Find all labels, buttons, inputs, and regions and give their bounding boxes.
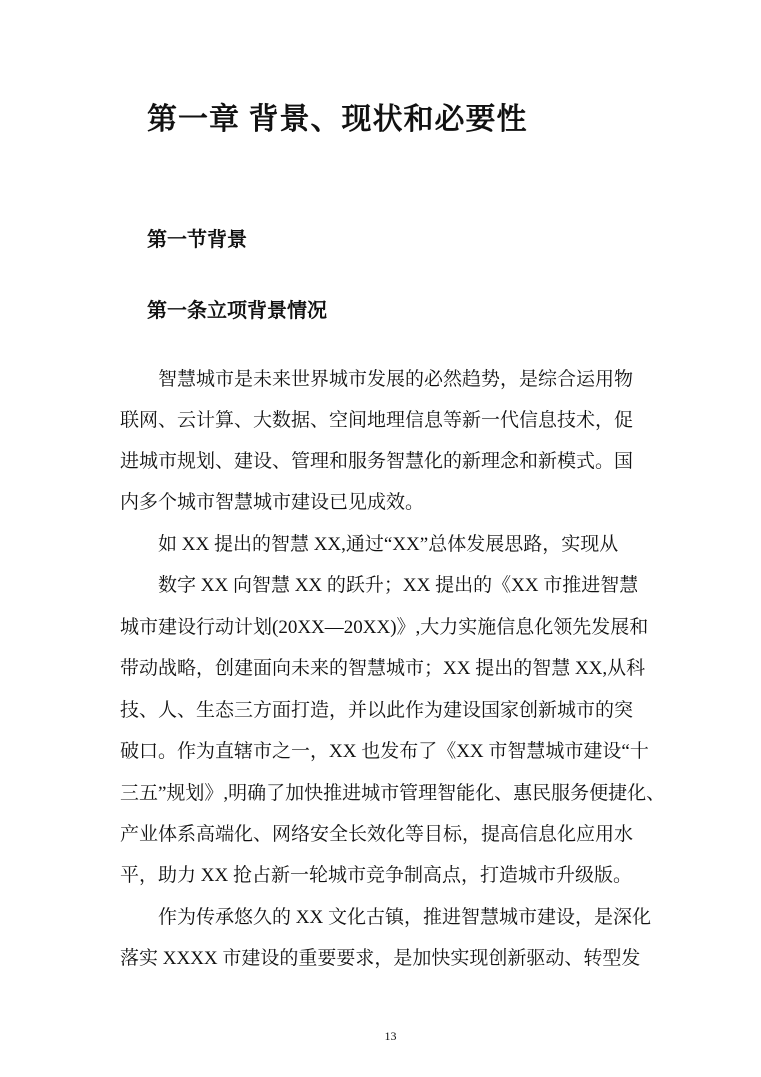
body-line: 智慧城市是未来世界城市发展的必然趋势，是综合运用物 [158,369,634,390]
body-line: 破口。作为直辖市之一，XX 也发布了《XX 市智慧城市建设“十 [120,741,649,762]
chapter-title: 第一章 背景、现状和必要性 [147,103,528,136]
body-line: 内多个城市智慧城市建设已见成效。 [120,492,425,513]
body-line: 平，助力 XX 抢占新一轮城市竞争制高点，打造城市升级版。 [120,865,632,886]
page-number: 13 [384,1029,397,1043]
body-line: 城市建设行动计划(20XX—20XX)》,大力实施信息化领先发展和 [120,617,649,638]
section-title: 第一节背景 [147,229,247,251]
body-line: 作为传承悠久的 XX 文化古镇，推进智慧城市建设，是深化 [158,907,651,928]
body-line: 如 XX 提出的智慧 XX,通过“XX”总体发展思路，实现从 [158,534,619,555]
article-title: 第一条立项背景情况 [147,300,327,322]
body-line: 数字 XX 向智慧 XX 的跃升；XX 提出的《XX 市推进智慧 [158,575,639,596]
body-line: 三五”规划》,明确了加快推进城市管理智能化、惠民服务便捷化、 [120,783,666,804]
body-line: 落实 XXXX 市建设的重要要求，是加快实现创新驱动、转型发 [120,948,641,969]
body-line: 带动战略，创建面向未来的智慧城市；XX 提出的智慧 XX,从科 [120,658,646,679]
body-line: 联网、云计算、大数据、空间地理信息等新一代信息技术，促 [120,410,634,431]
body-line: 技、人、生态三方面打造，并以此作为建设国家创新城市的突 [120,700,634,721]
body-line: 进城市规划、建设、管理和服务智慧化的新理念和新模式。国 [120,451,634,472]
body-line: 产业体系高端化、网络安全长效化等目标，提高信息化应用水 [120,824,634,845]
